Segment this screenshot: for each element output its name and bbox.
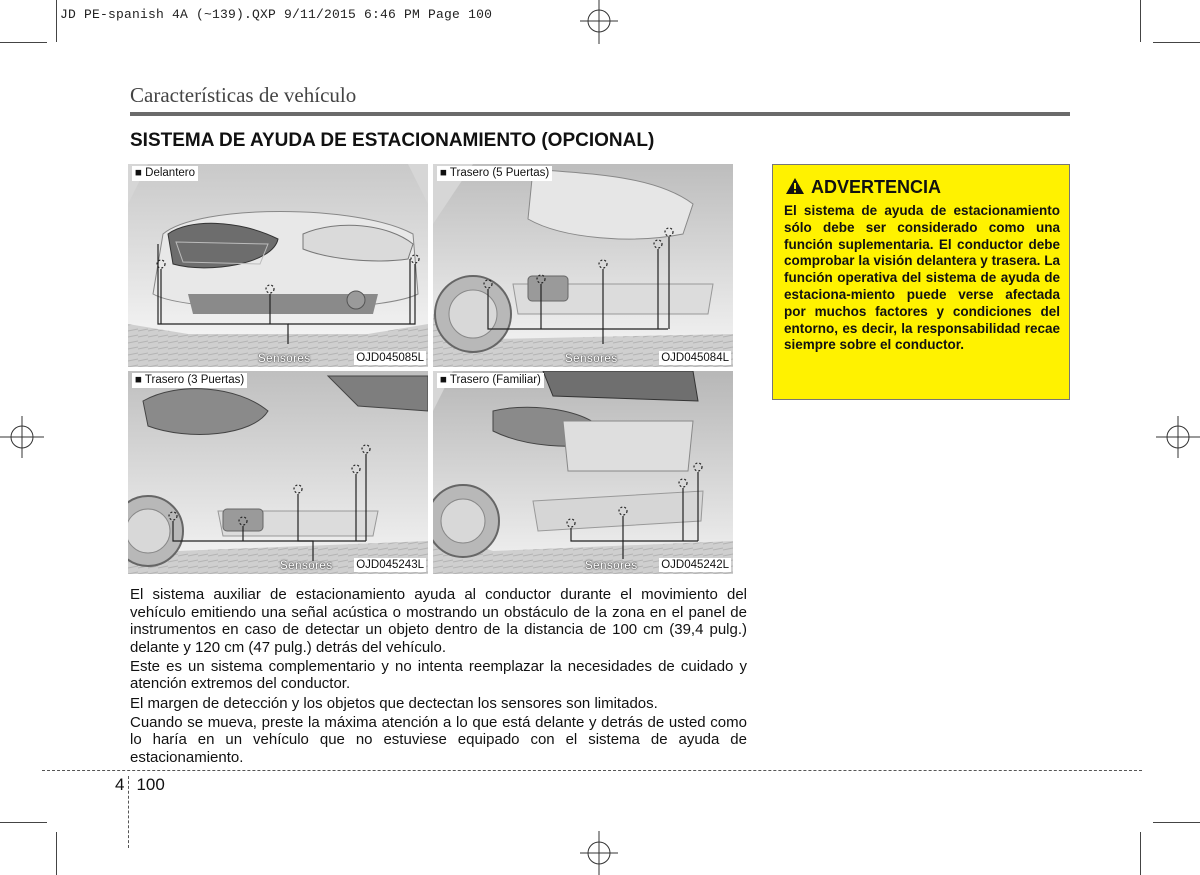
rear-5-door-car-illustration <box>433 164 733 367</box>
figure-label: ■ Trasero (3 Puertas) <box>132 373 247 388</box>
figure-code: OJD045085L <box>356 352 424 364</box>
crop-mark-br-h <box>1153 822 1200 823</box>
page-heading: SISTEMA DE AYUDA DE ESTACIONAMIENTO (OPCIONAL) <box>130 130 655 151</box>
crop-mark-tl-h <box>0 42 47 43</box>
warning-title-text: ADVERTENCIA <box>811 177 942 197</box>
registration-mark-top-icon <box>576 0 622 46</box>
registration-mark-left-icon <box>0 414 46 460</box>
crop-mark-tr-v <box>1140 0 1141 42</box>
paragraph: El sistema auxiliar de estacionamiento ayuda al conductor durante el movimiento del vehículo emitiendo una señal acústica o mostrando un obstáculo de la zona en el panel de instrumentos en caso de detectar un objeto dentro de la distancia de 100 cm (39,4 pulg.) delante y 120 cm (47 pulg.) detrás del vehículo. <box>130 586 747 656</box>
figure-code: OJD045243L <box>356 559 424 571</box>
crop-mark-bl-v <box>56 832 57 875</box>
sensor-label: Sensores <box>565 353 618 365</box>
front-car-illustration <box>128 164 428 367</box>
figure-label: ■ Trasero (Familiar) <box>437 373 544 388</box>
warning-title <box>785 177 941 198</box>
paragraph: Este es un sistema complementario y no intenta reemplazar la necesidades de cuidado y atención extremos del conductor. <box>130 657 747 693</box>
figure-label: ■ Trasero (5 Puertas) <box>437 166 552 181</box>
rear-3-door-car-illustration <box>128 371 428 574</box>
figure-rear-3-door <box>128 371 428 574</box>
sensor-label: Sensores <box>280 560 333 572</box>
figure-code: OJD045242L <box>661 559 729 571</box>
page-number <box>115 775 165 795</box>
crop-mark-bl-h <box>0 822 47 823</box>
section-title: Características de vehículo <box>130 83 357 107</box>
warning-text: El sistema de ayuda de estacionamiento sólo debe ser considerado como una función suplementaria. El conductor debe comprobar la visión delantera y trasera. La función operativa del sistema de ayuda de estaciona-miento puede verse afectada por muchos factores y condiciones del entorno, es decir, la responsabilidad recae siempre sobre el conductor. <box>784 203 1060 353</box>
body-text <box>130 586 747 768</box>
sensor-label: Sensores <box>585 560 638 572</box>
registration-mark-right-icon <box>1154 414 1200 460</box>
figure-label: ■ Delantero <box>132 166 198 181</box>
figure-code: OJD045084L <box>661 352 729 364</box>
rear-wagon-car-illustration <box>433 371 733 574</box>
registration-mark-bottom-icon <box>576 829 622 875</box>
warning-triangle-icon <box>785 177 805 195</box>
warning-box <box>772 164 1070 400</box>
page-number-value: 100 <box>136 775 165 794</box>
sensor-label: Sensores <box>258 353 311 365</box>
paragraph: Cuando se mueva, preste la máxima atención a lo que está delante y detrás de usted como lo haría en un vehículo que no estuviese equipado con el sistema de ayuda de estacionamiento. <box>130 713 747 766</box>
figure-front <box>128 164 428 367</box>
figure-rear-wagon <box>433 371 733 574</box>
title-rule <box>130 112 1070 116</box>
crop-mark-tl-v <box>56 0 57 42</box>
print-header: JD PE-spanish 4A (~139).QXP 9/11/2015 6:46 PM Page 100 <box>60 7 493 22</box>
figure-rear-5-door <box>433 164 733 367</box>
footer-rule <box>42 770 1142 771</box>
paragraph: El margen de detección y los objetos que dectectan los sensores son limitados. <box>130 694 658 712</box>
crop-mark-tr-h <box>1153 42 1200 43</box>
crop-mark-br-v <box>1140 832 1141 875</box>
chapter-number: 4 <box>115 775 125 794</box>
